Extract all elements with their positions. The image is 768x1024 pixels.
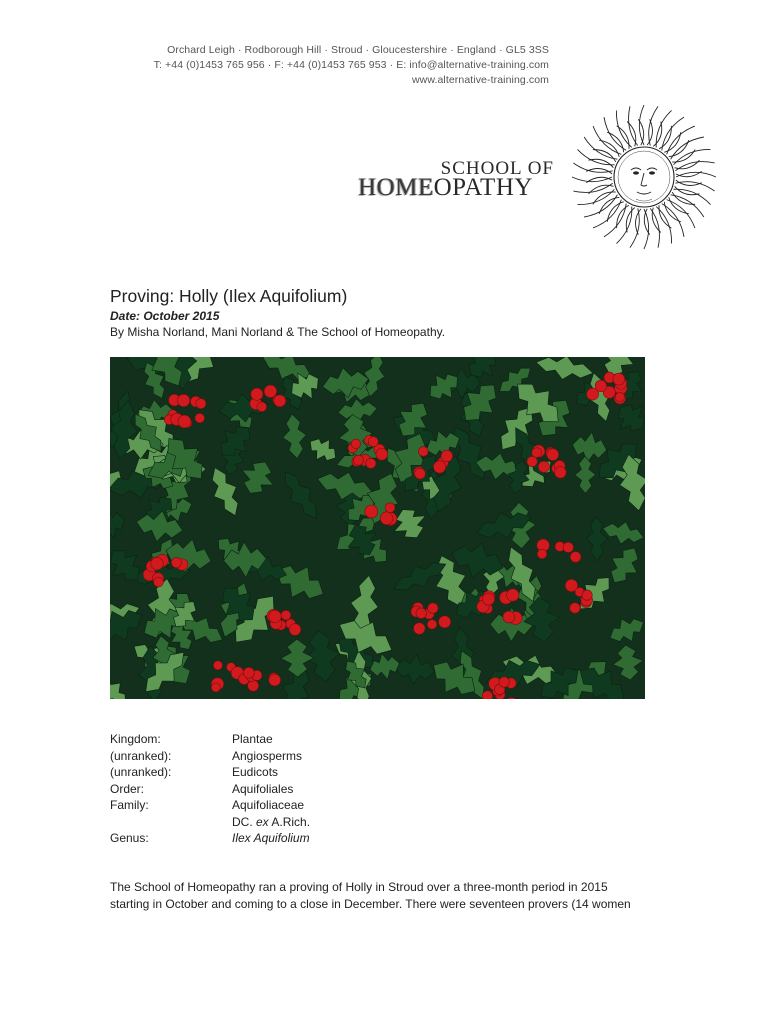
- holly-berry: [257, 402, 267, 412]
- holly-berry: [213, 661, 222, 670]
- holly-berry: [538, 461, 549, 472]
- taxonomy-row: [110, 830, 310, 847]
- holly-berry: [547, 449, 559, 461]
- holly-berry: [532, 448, 542, 458]
- holly-berry: [615, 392, 624, 401]
- holly-berry: [582, 590, 592, 600]
- holly-berry: [385, 503, 395, 513]
- taxonomy-row: [110, 748, 310, 765]
- holly-berry: [211, 683, 220, 692]
- byline: By Misha Norland, Mani Norland & The School of Homeopathy.: [110, 325, 446, 339]
- holly-berry: [151, 557, 163, 569]
- holly-berry: [177, 394, 189, 406]
- holly-berry: [570, 603, 580, 613]
- taxonomy-row: [110, 781, 310, 798]
- school-logo-wordmark: [358, 158, 558, 201]
- holly-berry: [441, 450, 453, 462]
- holly-berry: [289, 624, 301, 636]
- intro-line: The School of Homeopathy ran a proving of Holly in Stroud over a three-month period in 2015: [110, 880, 608, 894]
- taxonomy-value: Aquifoliaceae: [232, 798, 305, 812]
- holly-berry: [570, 552, 581, 563]
- taxonomy-label: Family:: [110, 798, 149, 812]
- intro-line: starting in October and coming to a close in December. There were seventeen provers (14 women: [110, 897, 631, 911]
- holly-berry: [613, 373, 625, 385]
- holly-berry: [587, 388, 599, 400]
- holly-berry: [365, 505, 378, 518]
- sun-ray: [629, 106, 638, 145]
- taxonomy-value: Eudicots: [232, 765, 279, 779]
- holly-berry: [482, 593, 494, 605]
- taxonomy-label: Genus:: [110, 831, 149, 845]
- holly-berry: [537, 549, 547, 559]
- taxonomy-row: [110, 797, 310, 814]
- holly-berry: [433, 461, 445, 473]
- taxonomy-row: [110, 731, 310, 748]
- holly-berry: [563, 542, 573, 552]
- holly-berry: [269, 610, 282, 623]
- holly-berry: [418, 447, 428, 457]
- holly-berry: [507, 589, 519, 601]
- sun-ray: [662, 204, 684, 237]
- holly-berry: [195, 413, 205, 423]
- sun-ray: [650, 208, 659, 247]
- page-title: Proving: Holly (Ilex Aquifolium): [110, 286, 348, 306]
- taxonomy-authority: [232, 814, 310, 831]
- taxonomy-value-genus: Ilex Aquifolium: [232, 831, 310, 845]
- holly-berry: [154, 577, 164, 587]
- holly-berry: [351, 439, 360, 448]
- logo-line2: [358, 174, 533, 202]
- holly-berry: [527, 456, 537, 466]
- holly-berry: [555, 467, 567, 479]
- letterhead-address: Orchard Leigh · Rodborough Hill · Stroud · Gloucestershire · England · GL5 3SS: [167, 44, 549, 56]
- holly-photo: [110, 357, 645, 699]
- logo-home: HOME: [358, 174, 434, 201]
- holly-berry: [248, 680, 259, 691]
- holly-berry: [416, 608, 427, 619]
- sun-ray: [584, 195, 617, 217]
- taxonomy-value: Angiosperms: [232, 748, 303, 763]
- taxonomy-label: [110, 814, 232, 831]
- letterhead-contact: T: +44 (0)1453 765 956 · F: +44 (0)1453 765 953 · E: info@alternative-training.com: [153, 59, 549, 71]
- taxonomy-label: Kingdom:: [110, 732, 161, 746]
- taxonomy-value: Aquifoliales: [232, 781, 294, 796]
- taxonomy-row: [110, 764, 310, 781]
- logo-opathy: OPATHY: [433, 174, 533, 201]
- taxonomy-label: (unranked):: [110, 748, 172, 763]
- logo-line1: SCHOOL OF: [440, 158, 554, 179]
- holly-berry: [427, 620, 437, 630]
- holly-berry: [439, 616, 451, 628]
- holly-berry: [415, 468, 426, 479]
- taxonomy-label: Order:: [110, 781, 145, 796]
- holly-berry: [269, 674, 281, 686]
- intro-paragraph: [110, 879, 650, 913]
- taxonomy-table: [110, 731, 310, 847]
- holly-berry: [499, 677, 509, 687]
- sun-ray: [671, 137, 704, 159]
- holly-berry: [368, 437, 378, 447]
- holly-berry: [482, 691, 492, 699]
- letterhead: [154, 43, 549, 88]
- authority-pre: DC.: [232, 814, 256, 829]
- holly-berry: [171, 558, 181, 568]
- holly-berry: [196, 399, 206, 409]
- authority-post: A.Rich.: [268, 814, 311, 829]
- holly-berry: [366, 458, 376, 468]
- holly-berry: [414, 623, 426, 635]
- holly-berry: [565, 579, 577, 591]
- holly-berry: [380, 512, 393, 525]
- holly-berry: [274, 395, 286, 407]
- holly-berry: [251, 388, 263, 400]
- holly-berry: [503, 611, 515, 623]
- sun-ray: [675, 162, 714, 171]
- sun-ray: [573, 183, 612, 192]
- letterhead-website: www.alternative-training.com: [411, 74, 549, 86]
- sun-ray: [604, 117, 626, 150]
- holly-berry: [243, 667, 254, 678]
- holly-berry: [428, 603, 439, 614]
- holly-berry: [281, 610, 291, 620]
- holly-berry: [353, 455, 363, 465]
- holly-berry: [376, 448, 388, 460]
- sun-face-icon: [570, 103, 718, 251]
- taxonomy-label: (unranked):: [110, 765, 172, 779]
- authority-ex: ex: [256, 814, 269, 829]
- proving-date: Date: October 2015: [110, 309, 220, 323]
- holly-berry: [178, 415, 191, 428]
- taxonomy-value: Plantae: [232, 732, 273, 746]
- taxonomy-row: [110, 814, 310, 831]
